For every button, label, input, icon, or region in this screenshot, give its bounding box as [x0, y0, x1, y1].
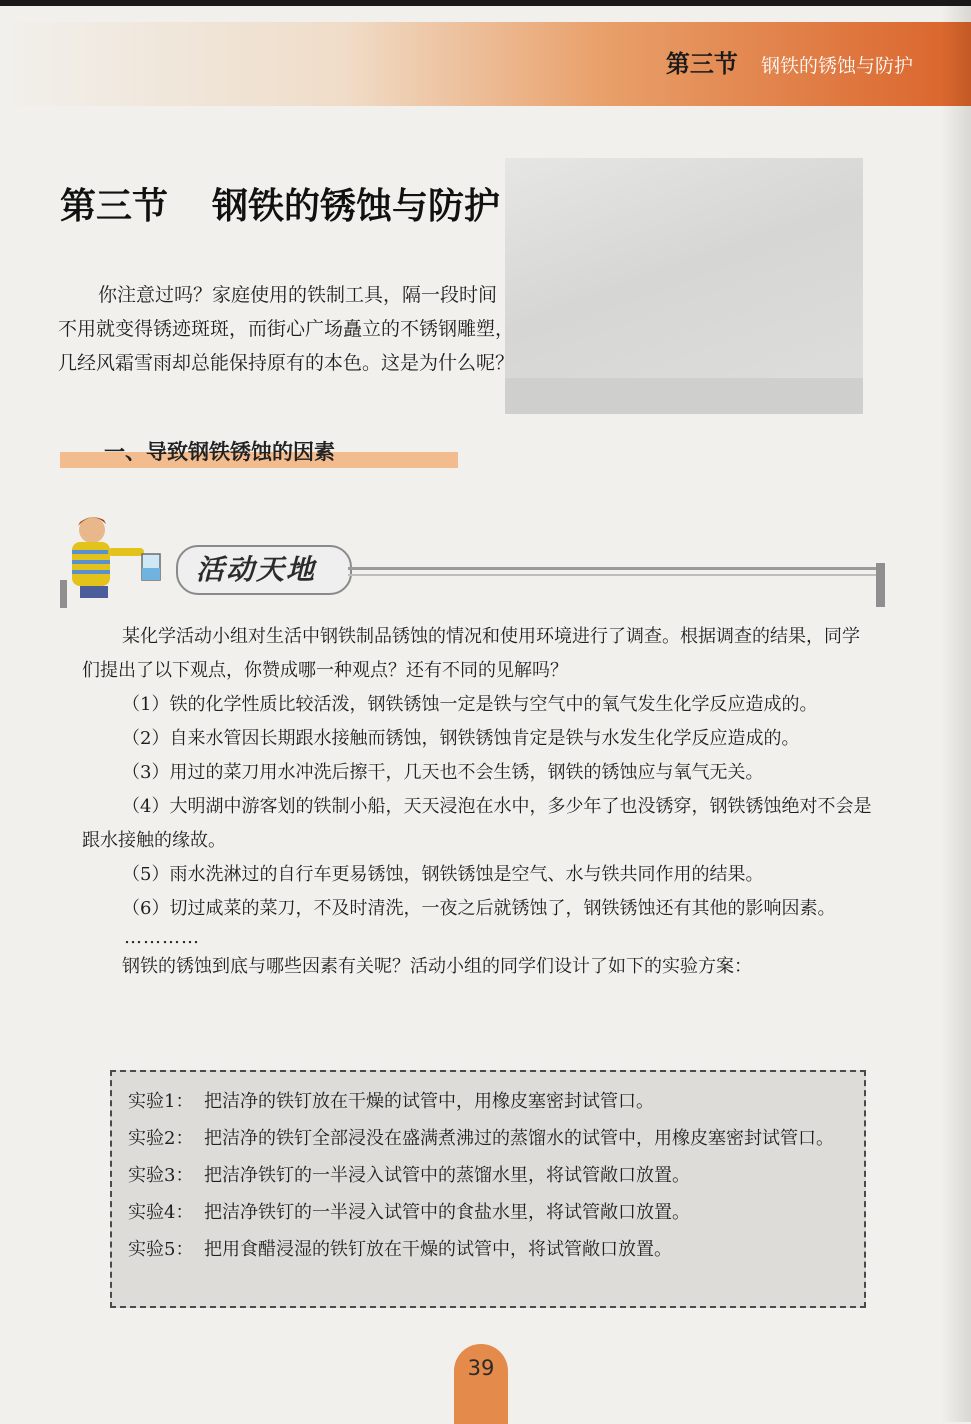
running-header [666, 44, 913, 79]
experiment-label: 实验2： [128, 1128, 194, 1149]
experiment-label: 实验1： [128, 1091, 194, 1112]
activity-bracket-right [876, 563, 885, 607]
experiment-list [128, 1083, 858, 1268]
experiment-item [128, 1194, 858, 1231]
activity-rule [348, 567, 884, 570]
page-shadow [941, 0, 971, 1422]
experiment-item [128, 1231, 858, 1268]
running-header-title: 钢铁的锈蚀与防护 [760, 55, 913, 77]
activity-body [82, 620, 872, 984]
experiment-text: 把洁净的铁钉放在干燥的试管中，用橡皮塞密封试管口。 [204, 1091, 654, 1112]
experiment-item [128, 1120, 858, 1157]
experiment-text: 把洁净铁钉的一半浸入试管中的蒸馏水里，将试管敞口放置。 [204, 1165, 690, 1186]
survey-view: （6）切过咸菜的菜刀，不及时清洗，一夜之后就锈蚀了，钢铁锈蚀还有其他的影响因素。 [122, 898, 836, 919]
experiment-text: 把洁净的铁钉全部浸没在盛满煮沸过的蒸馏水的试管中，用橡皮塞密封试管口。 [204, 1128, 834, 1149]
running-header-section: 第三节 [665, 50, 738, 78]
survey-view: （4）大明湖中游客划的铁制小船，天天浸泡在水中，多少年了也没锈穿，钢铁锈蚀绝对不会是跟水接触的缘故。 [82, 796, 872, 851]
experiment-label: 实验5： [128, 1239, 194, 1260]
intro-line: 不用就变得锈迹斑斑，而街心广场矗立的不锈钢雕塑， [58, 318, 515, 340]
experiment-text: 把用食醋浸湿的铁钉放在干燥的试管中，将试管敞口放置。 [204, 1239, 672, 1260]
survey-view: （2）自来水管因长期跟水接触而锈蚀，钢铁锈蚀肯定是铁与水发生化学反应造成的。 [122, 728, 800, 749]
survey-view: （5）雨水洗淋过的自行车更易锈蚀，钢铁锈蚀是空气、水与铁共同作用的结果。 [122, 864, 764, 885]
faded-photo-strip [505, 378, 863, 414]
survey-intro: 某化学活动小组对生活中钢铁制品锈蚀的情况和使用环境进行了调查。根据调查的结果，同学们提出了以下观点，你赞成哪一种观点？还有不同的见解吗？ [82, 626, 860, 681]
intro-paragraph [58, 278, 618, 380]
page-number: 39 [467, 1356, 495, 1380]
survey-view: （3）用过的菜刀用水冲洗后擦干，几天也不会生锈，钢铁的锈蚀应与氧气无关。 [122, 762, 764, 783]
activity-bracket-left [60, 580, 67, 608]
experiment-item [128, 1157, 858, 1194]
activity-label: 活动天地 [196, 553, 317, 586]
subheading: 一、导致钢铁锈蚀的因素 [104, 440, 335, 464]
intro-line: 你注意过吗？家庭使用的铁制工具，隔一段时间 [98, 284, 498, 306]
experiment-item [128, 1083, 858, 1120]
survey-view: （1）铁的化学性质比较活泼，钢铁锈蚀一定是铁与空气中的氧气发生化学反应造成的。 [122, 694, 818, 715]
activity-rule-secondary [348, 574, 884, 576]
page-top-edge [0, 0, 971, 6]
section-title [60, 178, 500, 229]
experiment-question: 钢铁的锈蚀到底与哪些因素有关呢？活动小组的同学们设计了如下的实验方案： [122, 956, 752, 977]
experiment-label: 实验4： [128, 1202, 194, 1223]
section-title-text: 钢铁的锈蚀与防护 [212, 186, 501, 227]
boy-with-beaker-icon [58, 512, 178, 602]
ellipsis: ………… [124, 927, 200, 948]
experiment-label: 实验3： [128, 1165, 194, 1186]
intro-line: 几经风霜雪雨却总能保持原有的本色。这是为什么呢？ [58, 352, 515, 374]
experiment-text: 把洁净铁钉的一半浸入试管中的食盐水里，将试管敞口放置。 [204, 1202, 690, 1223]
section-number: 第三节 [60, 186, 169, 227]
